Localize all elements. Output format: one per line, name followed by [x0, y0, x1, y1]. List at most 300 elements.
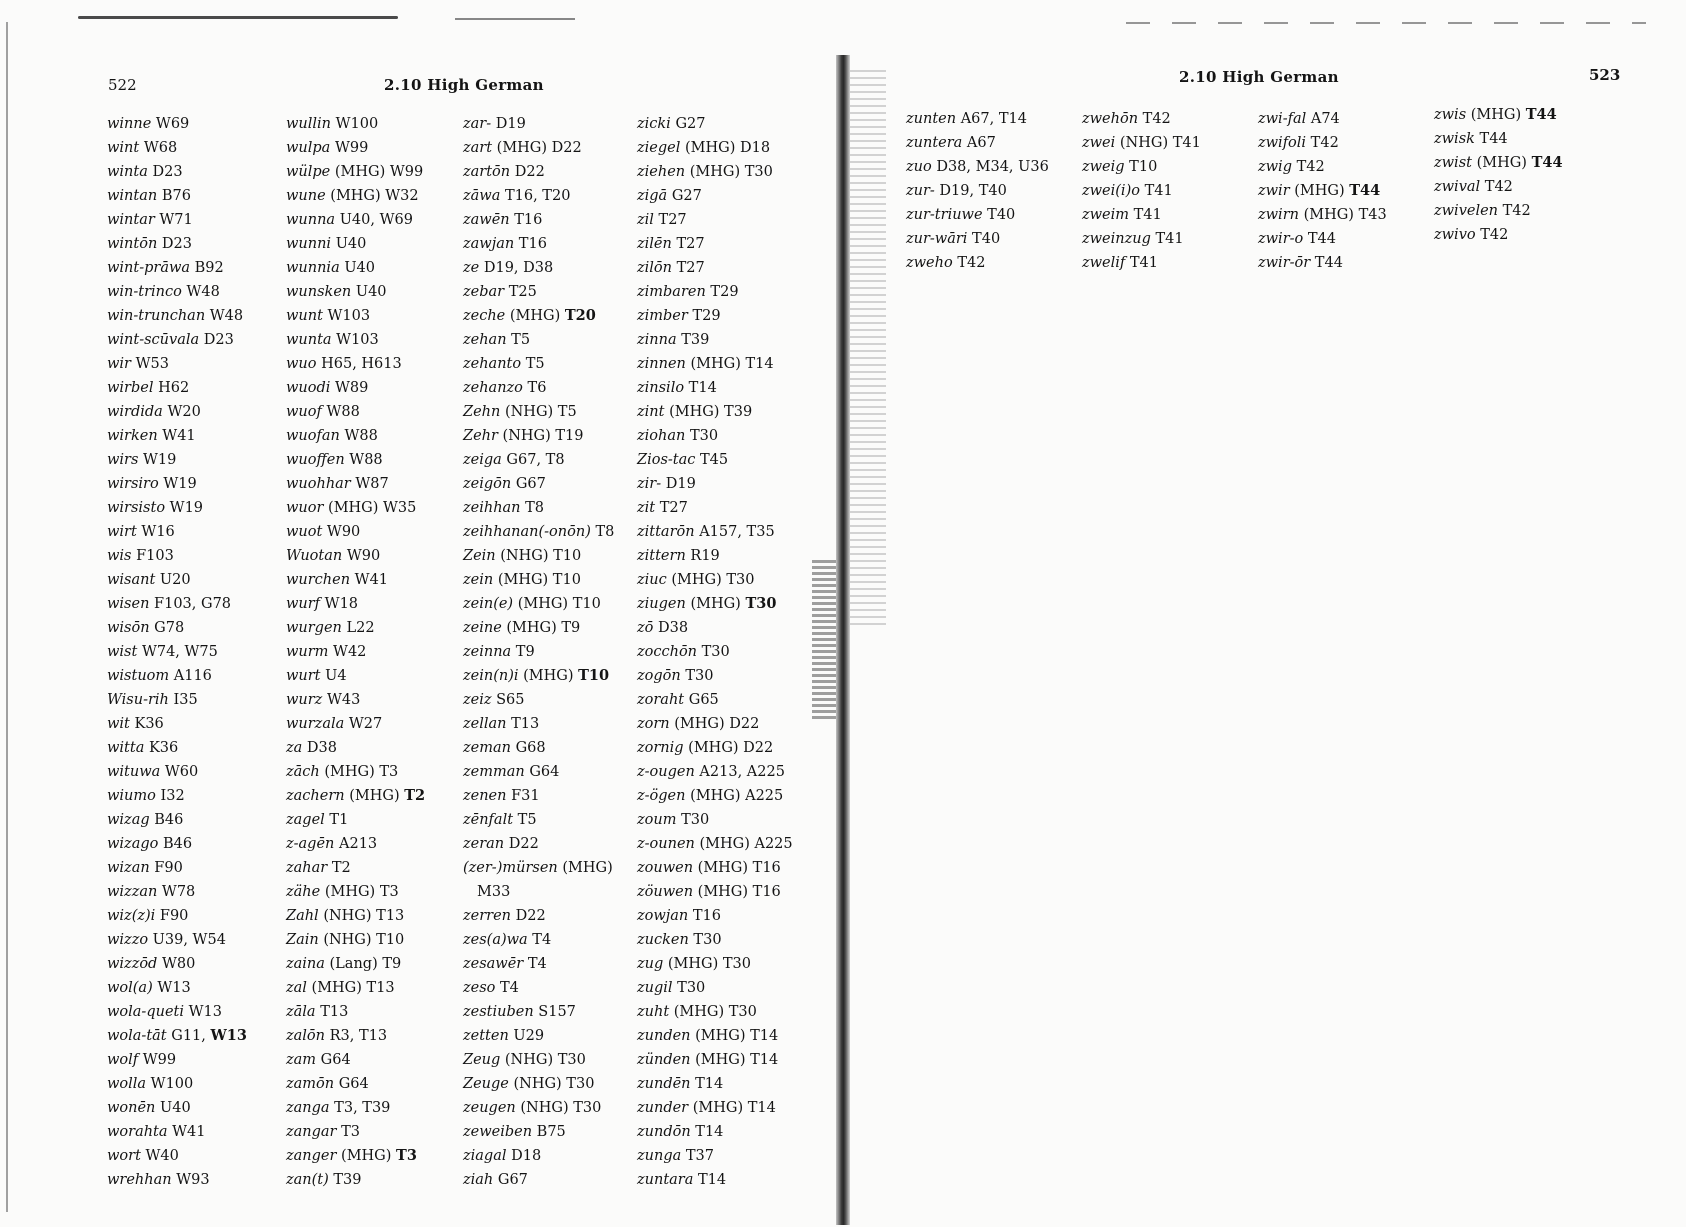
reference: D18 — [511, 1148, 542, 1164]
reference-primary: T20 — [564, 307, 596, 324]
headword: zwifoli — [1258, 135, 1307, 151]
reference: (MHG) T16 — [697, 884, 781, 900]
reference: (MHG) W32 — [330, 188, 419, 204]
index-entry — [906, 131, 1049, 155]
reference: W99 — [334, 140, 369, 156]
reference: (MHG) — [349, 788, 405, 804]
index-entry — [107, 1024, 247, 1048]
reference: (MHG) T10 — [517, 596, 601, 612]
index-entry — [463, 400, 614, 424]
reference: W80 — [161, 956, 196, 972]
index-entry — [107, 304, 247, 328]
reference: T8 — [595, 524, 615, 540]
index-entry — [107, 784, 247, 808]
headword: zaina — [286, 956, 325, 972]
reference: S157 — [538, 1004, 576, 1020]
reference: A67 — [966, 135, 996, 151]
reference: T13 — [320, 1004, 349, 1020]
running-head: 2.10 High German — [1179, 68, 1339, 86]
headword: zāch — [286, 764, 320, 780]
index-entry — [107, 952, 247, 976]
headword: wülpe — [286, 164, 331, 180]
index-entry — [1258, 251, 1387, 275]
reference: W41 — [162, 428, 196, 444]
index-entry — [286, 712, 425, 736]
reference: W13 — [157, 980, 191, 996]
index-entry — [286, 208, 425, 232]
index-entry — [1082, 227, 1201, 251]
headword: zinna — [637, 332, 677, 348]
reference: T30 — [701, 644, 730, 660]
headword: wurz — [286, 692, 323, 708]
reference: T1 — [329, 812, 349, 828]
index-entry — [286, 160, 425, 184]
index-entry — [286, 832, 425, 856]
headword: zigā — [637, 188, 668, 204]
headword: Zain — [286, 932, 319, 948]
reference: H62 — [158, 380, 190, 396]
headword: zwir — [1258, 183, 1290, 199]
index-entry — [286, 496, 425, 520]
index-entry — [1082, 203, 1201, 227]
headword: zeihhan — [463, 500, 521, 516]
headword: wintōn — [107, 236, 158, 252]
reference: D23 — [203, 332, 234, 348]
headword: zwivo — [1434, 227, 1476, 243]
reference: (MHG) T30 — [689, 164, 773, 180]
headword: zwi-fal — [1258, 111, 1307, 127]
headword: wintar — [107, 212, 155, 228]
headword: wizag — [107, 812, 150, 828]
index-entry — [463, 712, 614, 736]
headword: wizan — [107, 860, 150, 876]
headword: zünden — [637, 1052, 691, 1068]
index-entry — [286, 640, 425, 664]
index-entry — [637, 1144, 793, 1168]
index-entry — [637, 424, 793, 448]
reference: W88 — [344, 428, 378, 444]
headword: zar- — [463, 116, 492, 132]
reference: T5 — [517, 812, 537, 828]
headword: zawēn — [463, 212, 510, 228]
headword: zur-triuwe — [906, 207, 983, 223]
index-entry — [463, 472, 614, 496]
reference: D38 — [657, 620, 689, 636]
headword: zur-wāri — [906, 231, 968, 247]
index-entry — [286, 256, 425, 280]
index-entry — [1082, 107, 1201, 131]
index-entry — [637, 904, 793, 928]
index-entry — [286, 1000, 425, 1024]
headword: wir — [107, 356, 131, 372]
headword: zanga — [286, 1100, 330, 1116]
headword: wunt — [286, 308, 323, 324]
index-entry — [1434, 103, 1563, 127]
headword: zinsilo — [637, 380, 685, 396]
index-column — [286, 112, 425, 1192]
index-entry — [286, 448, 425, 472]
headword: wirdida — [107, 404, 163, 420]
headword: (zer-)mürsen — [463, 860, 558, 876]
headword: Zahl — [286, 908, 319, 924]
headword: Zeug — [463, 1052, 501, 1068]
headword: zeiz — [463, 692, 492, 708]
headword: wuodi — [286, 380, 331, 396]
headword: wirbel — [107, 380, 154, 396]
reference: (NHG) T19 — [502, 428, 584, 444]
headword: zamōn — [286, 1076, 335, 1092]
headword: zuht — [637, 1004, 670, 1020]
headword: z-agēn — [286, 836, 335, 852]
index-entry — [107, 1048, 247, 1072]
index-entry — [463, 496, 614, 520]
headword: zwir-o — [1258, 231, 1304, 247]
reference: D22 — [515, 908, 546, 924]
headword: zachern — [286, 788, 345, 804]
headword: wune — [286, 188, 326, 204]
headword: zinnen — [637, 356, 686, 372]
reference: (MHG) D18 — [684, 140, 771, 156]
index-entry — [637, 928, 793, 952]
reference: T42 — [957, 255, 986, 271]
index-entry — [286, 328, 425, 352]
reference: W60 — [164, 764, 199, 780]
headword: wirsisto — [107, 500, 166, 516]
headword: zowjan — [637, 908, 689, 924]
reference: T16 — [514, 212, 543, 228]
headword: zähe — [286, 884, 321, 900]
index-entry — [107, 544, 247, 568]
headword: wuor — [286, 500, 324, 516]
headword: witta — [107, 740, 145, 756]
headword: zō — [637, 620, 654, 636]
index-entry — [107, 1072, 247, 1096]
index-entry — [637, 496, 793, 520]
reference: D19 — [495, 116, 526, 132]
index-entry — [637, 568, 793, 592]
headword: wuofan — [286, 428, 340, 444]
headword: winta — [107, 164, 148, 180]
reference: (NHG) T13 — [323, 908, 405, 924]
reference: G68 — [515, 740, 546, 756]
index-entry — [286, 424, 425, 448]
index-entry — [463, 520, 614, 544]
headword: wulpa — [286, 140, 331, 156]
index-entry — [637, 688, 793, 712]
index-entry — [1434, 175, 1563, 199]
index-column — [1434, 103, 1563, 247]
headword: wunnia — [286, 260, 340, 276]
headword: Zehn — [463, 404, 501, 420]
left-page — [0, 0, 842, 1227]
index-entry — [637, 520, 793, 544]
headword: zeigōn — [463, 476, 512, 492]
reference: T30 — [681, 812, 710, 828]
index-entry — [107, 184, 247, 208]
reference: T41 — [1133, 207, 1162, 223]
headword: zoraht — [637, 692, 685, 708]
reference: (MHG) D22 — [674, 716, 760, 732]
reference: T14 — [695, 1076, 724, 1092]
headword: zein(n)i — [463, 668, 519, 684]
headword: wurgen — [286, 620, 342, 636]
headword: wola-tāt — [107, 1028, 167, 1044]
headword: zwir-ōr — [1258, 255, 1311, 271]
index-entry — [286, 760, 425, 784]
index-entry — [463, 304, 614, 328]
reference: W88 — [349, 452, 383, 468]
headword: zemman — [463, 764, 525, 780]
reference: D23 — [152, 164, 183, 180]
reference: G67 — [497, 1172, 528, 1188]
headword: zwehōn — [1082, 111, 1139, 127]
index-entry — [107, 400, 247, 424]
index-entry — [1082, 155, 1201, 179]
index-entry — [463, 760, 614, 784]
headword: z-ounen — [637, 836, 695, 852]
headword: Zios-tac — [637, 452, 696, 468]
headword: win-trunchan — [107, 308, 206, 324]
index-column — [107, 112, 247, 1192]
reference: W74, W75 — [141, 644, 218, 660]
headword: zicki — [637, 116, 671, 132]
reference: D19 — [665, 476, 696, 492]
index-entry — [637, 112, 793, 136]
headword: wis — [107, 548, 132, 564]
headword: zenen — [463, 788, 507, 804]
reference: B46 — [154, 812, 184, 828]
headword: zug — [637, 956, 664, 972]
index-entry — [463, 856, 614, 880]
headword: wisant — [107, 572, 156, 588]
headword: zeso — [463, 980, 496, 996]
reference: T2 — [331, 860, 351, 876]
index-entry — [107, 736, 247, 760]
index-entry — [107, 832, 247, 856]
reference: G65 — [688, 692, 719, 708]
reference: (MHG) A225 — [690, 788, 784, 804]
reference: K36 — [148, 740, 179, 756]
index-entry — [463, 1120, 614, 1144]
index-entry — [286, 544, 425, 568]
index-entry — [463, 736, 614, 760]
headword: zetten — [463, 1028, 509, 1044]
reference: T6 — [527, 380, 547, 396]
index-entry — [107, 280, 247, 304]
index-entry — [107, 520, 247, 544]
reference: W90 — [346, 548, 381, 564]
running-head: 2.10 High German — [384, 76, 544, 94]
headword: wuof — [286, 404, 322, 420]
index-entry — [906, 251, 1049, 275]
index-entry — [637, 280, 793, 304]
reference-primary: T44 — [1349, 182, 1381, 199]
reference: W13 — [188, 1004, 222, 1020]
index-entry — [107, 880, 247, 904]
headword: wisen — [107, 596, 150, 612]
index-entry — [286, 232, 425, 256]
headword: zwisk — [1434, 131, 1475, 147]
headword: zartōn — [463, 164, 511, 180]
headword: wistuom — [107, 668, 170, 684]
reference: T30 — [677, 980, 706, 996]
reference: T5 — [525, 356, 545, 372]
index-entry — [286, 376, 425, 400]
headword: Wisu-rih — [107, 692, 169, 708]
index-entry — [1434, 127, 1563, 151]
reference: (MHG) T3 — [324, 884, 399, 900]
headword: zwei — [1082, 135, 1116, 151]
reference: T27 — [659, 500, 688, 516]
index-entry — [107, 616, 247, 640]
index-entry — [107, 976, 247, 1000]
headword: wizzo — [107, 932, 149, 948]
reference: W99 — [142, 1052, 177, 1068]
index-entry — [637, 1000, 793, 1024]
headword: ziah — [463, 1172, 494, 1188]
reference: T16, T20 — [504, 188, 571, 204]
reference: D22 — [514, 164, 545, 180]
reference: T3 — [341, 1124, 360, 1140]
index-entry — [637, 232, 793, 256]
index-entry — [107, 136, 247, 160]
reference: (MHG) — [562, 860, 613, 876]
headword: zeugen — [463, 1100, 516, 1116]
index-entry — [286, 112, 425, 136]
reference: (MHG) T9 — [506, 620, 581, 636]
reference: D22 — [508, 836, 539, 852]
headword: zeinna — [463, 644, 512, 660]
index-entry — [463, 1072, 614, 1096]
index-entry — [1082, 131, 1201, 155]
reference: U40 — [160, 1100, 191, 1116]
index-entry — [286, 136, 425, 160]
reference: T37 — [685, 1148, 714, 1164]
index-entry — [107, 472, 247, 496]
index-entry — [1434, 199, 1563, 223]
headword: zesawēr — [463, 956, 524, 972]
index-column — [637, 112, 793, 1192]
index-entry — [463, 1168, 614, 1192]
headword: zēnfalt — [463, 812, 514, 828]
headword: Zein — [463, 548, 496, 564]
headword: zebar — [463, 284, 505, 300]
headword: wituwa — [107, 764, 161, 780]
reference-primary: T10 — [578, 667, 610, 684]
headword: zart — [463, 140, 493, 156]
headword: Zeuge — [463, 1076, 509, 1092]
reference: W78 — [161, 884, 196, 900]
index-entry — [107, 376, 247, 400]
index-entry — [107, 688, 247, 712]
index-entry — [637, 352, 793, 376]
headword: zeine — [463, 620, 502, 636]
reference: (MHG) W35 — [328, 500, 417, 516]
reference: W100 — [150, 1076, 194, 1092]
index-entry — [463, 976, 614, 1000]
reference: I35 — [173, 692, 198, 708]
reference: T29 — [692, 308, 721, 324]
index-entry — [637, 1096, 793, 1120]
page-number: 522 — [108, 76, 137, 94]
index-entry — [463, 208, 614, 232]
reference: W16 — [141, 524, 175, 540]
reference: (MHG) T13 — [311, 980, 395, 996]
index-entry — [463, 232, 614, 256]
reference: A67, T14 — [960, 111, 1027, 127]
headword: zeweiben — [463, 1124, 533, 1140]
reference: T16 — [518, 236, 547, 252]
headword: Zehr — [463, 428, 498, 444]
reference: G27 — [675, 116, 706, 132]
index-entry — [637, 664, 793, 688]
reference: (NHG) T41 — [1119, 135, 1201, 151]
reference: T8 — [525, 500, 545, 516]
reference: G67, T8 — [506, 452, 565, 468]
index-entry — [637, 640, 793, 664]
reference: W19 — [163, 476, 197, 492]
headword: zwist — [1434, 155, 1472, 171]
headword: z-ougen — [637, 764, 695, 780]
reference: F103, G78 — [154, 596, 232, 612]
headword: wurchen — [286, 572, 351, 588]
reference: F90 — [159, 908, 189, 924]
reference: W93 — [176, 1172, 210, 1188]
index-entry — [463, 640, 614, 664]
reference: I32 — [160, 788, 185, 804]
index-entry — [1434, 151, 1563, 175]
index-entry — [107, 592, 247, 616]
index-entry — [637, 808, 793, 832]
index-entry — [1258, 227, 1387, 251]
headword: zucken — [637, 932, 689, 948]
reference: (NHG) T30 — [520, 1100, 602, 1116]
reference: T30 — [685, 668, 714, 684]
reference-primary: T3 — [396, 1147, 417, 1164]
reference: (MHG) D22 — [496, 140, 582, 156]
index-entry — [1082, 251, 1201, 275]
reference: T4 — [500, 980, 519, 996]
index-entry — [637, 616, 793, 640]
reference: (MHG) — [523, 668, 579, 684]
reference: B46 — [162, 836, 193, 852]
index-entry — [637, 592, 793, 616]
index-entry — [286, 928, 425, 952]
index-entry — [463, 784, 614, 808]
headword: ziuc — [637, 572, 667, 588]
headword: zocchōn — [637, 644, 698, 660]
index-entry — [637, 472, 793, 496]
headword: zwig — [1258, 159, 1292, 175]
reference: A74 — [1310, 111, 1340, 127]
reference: (NHG) T30 — [504, 1052, 586, 1068]
index-entry — [637, 856, 793, 880]
reference: T42 — [1310, 135, 1339, 151]
reference-primary: T30 — [745, 595, 777, 612]
index-entry — [463, 1048, 614, 1072]
reference: (MHG) T14 — [692, 1100, 776, 1116]
reference: (NHG) T5 — [504, 404, 577, 420]
index-entry — [463, 280, 614, 304]
index-entry — [1258, 203, 1387, 227]
reference-primary: W13 — [210, 1027, 247, 1044]
headword: wirken — [107, 428, 158, 444]
headword: zehanzo — [463, 380, 523, 396]
headword: zwirn — [1258, 207, 1299, 223]
index-entry — [286, 904, 425, 928]
headword: ziugen — [637, 596, 686, 612]
index-entry — [107, 232, 247, 256]
